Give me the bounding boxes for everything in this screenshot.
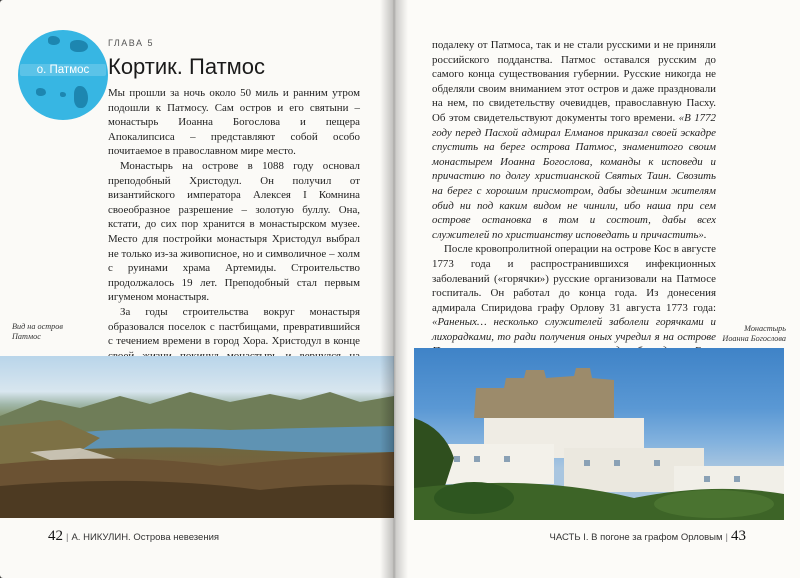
- left-page: [0, 0, 394, 578]
- running-header: А. НИКУЛИН. Острова невезения: [71, 532, 220, 543]
- paragraph: Мы прошли за ночь около 50 миль и ранним утром подошли к Патмосу. Сам остров и его святыни – монастырь Иоанна Богослова и пещера Апокалипсиса – представляют собой особо почитаемое в православном мире место.: [108, 87, 360, 158]
- photo-caption-left: Вид на остров Патмос: [12, 322, 63, 341]
- paragraph: Монастырь на острове в 1088 году основал преподобный Христодул. Он получил от византийского императора Алексея I Комнина своеобразное разрешение – золотую буллу. Она, кстати, до сих пор хранится в монастырском музее. Место для постройки монастыря Христодул выбрал не только из-за живописное, но и символичное – холм с руинами храма Артемиды. Строительство продолжалось 19 лет. Преподобный стал первым игуменом монастыря.: [108, 159, 360, 304]
- page-title: Кортик. Патмос: [108, 54, 266, 79]
- patmos-panorama-photo: [0, 356, 394, 518]
- paragraph: За годы строительства вокруг монастыря образовался поселок с пастбищами, превратившийся с течением времени в город Хора. Христодул в конце: [108, 305, 360, 348]
- monastery-photo: [414, 348, 784, 520]
- folio-left: 42 | А. НИКУЛИН. Острова невезения: [48, 528, 220, 544]
- quote: «В 1772 году перед Пасхой адмирал Елманов приказал своей эскадре спустить на берег острова Патмос, знаменитого своим монастырем Иоанна Богослова, команды к исповеди и причастию по долгу христианской Святых Таин. Свозить на берег с хорошим присмотром, дабы здешним жителям обид ни под каким видом не чинили, ибо наша при сем острове остановка в том и состоит, дабы всех служителей по христианству исповедать и причастить».: [432, 111, 716, 241]
- folio-right: ЧАСТЬ I. В погоне за графом Орловым | 43: [549, 528, 746, 544]
- page-number: 42: [48, 528, 63, 544]
- page-number: 43: [731, 528, 746, 544]
- chapter-label: ГЛАВА 5: [108, 38, 154, 48]
- paragraph: После кровопролитной операции на острове Кос в августе 1773 года и распространившихся инфекционных заболеваний («горячки») русские организовали на Патмосе госпиталь. Он работал до конца года. Из донесения адмирала Спиридова графу Орлову 31 августа 1773 года: «Раненых… несколько служителей заболели горячками и лихорадками, то ради получения оных учредил я на острове: [432, 242, 716, 373]
- paragraph: подалеку от Патмоса, так и не стали русскими и не приняли российского подданства. Патмос оставался русским до самого конца существования губернии. Русские никогда не обделяли своим вниманием этот остров и даже праздновали на нем, по свидетельству очевидцев, православную Пасху. Об этом свидетельствуют документы того времени. «В 1772 году перед Пасхой адмирал Елманов приказал своей эскадре спустить на берег острова Патмос, знаменитого своим монастырем Иоанна Богослова, команды к исповеди и причастию по долгу христианской Святых Таин. Свозить на берег с хорошим присмотром, дабы здешним жителям обид ни под каким видом не чинили, ибо наша при сем острове остановка в том и состоит, дабы всех служителей по христианству исповедать и причастить».: [432, 39, 716, 241]
- photo-caption-right: Монастырь Иоанна Богослова: [722, 324, 786, 343]
- right-page: [394, 0, 800, 578]
- running-header: ЧАСТЬ I. В погоне за графом Орловым: [549, 532, 723, 543]
- badge-label: о. Патмос: [20, 64, 106, 76]
- quote: «Раненых… несколько служителей заболели горячками и лихорадками, то ради получения оных учредил я на острове: [432, 316, 716, 343]
- island-badge: [18, 30, 108, 120]
